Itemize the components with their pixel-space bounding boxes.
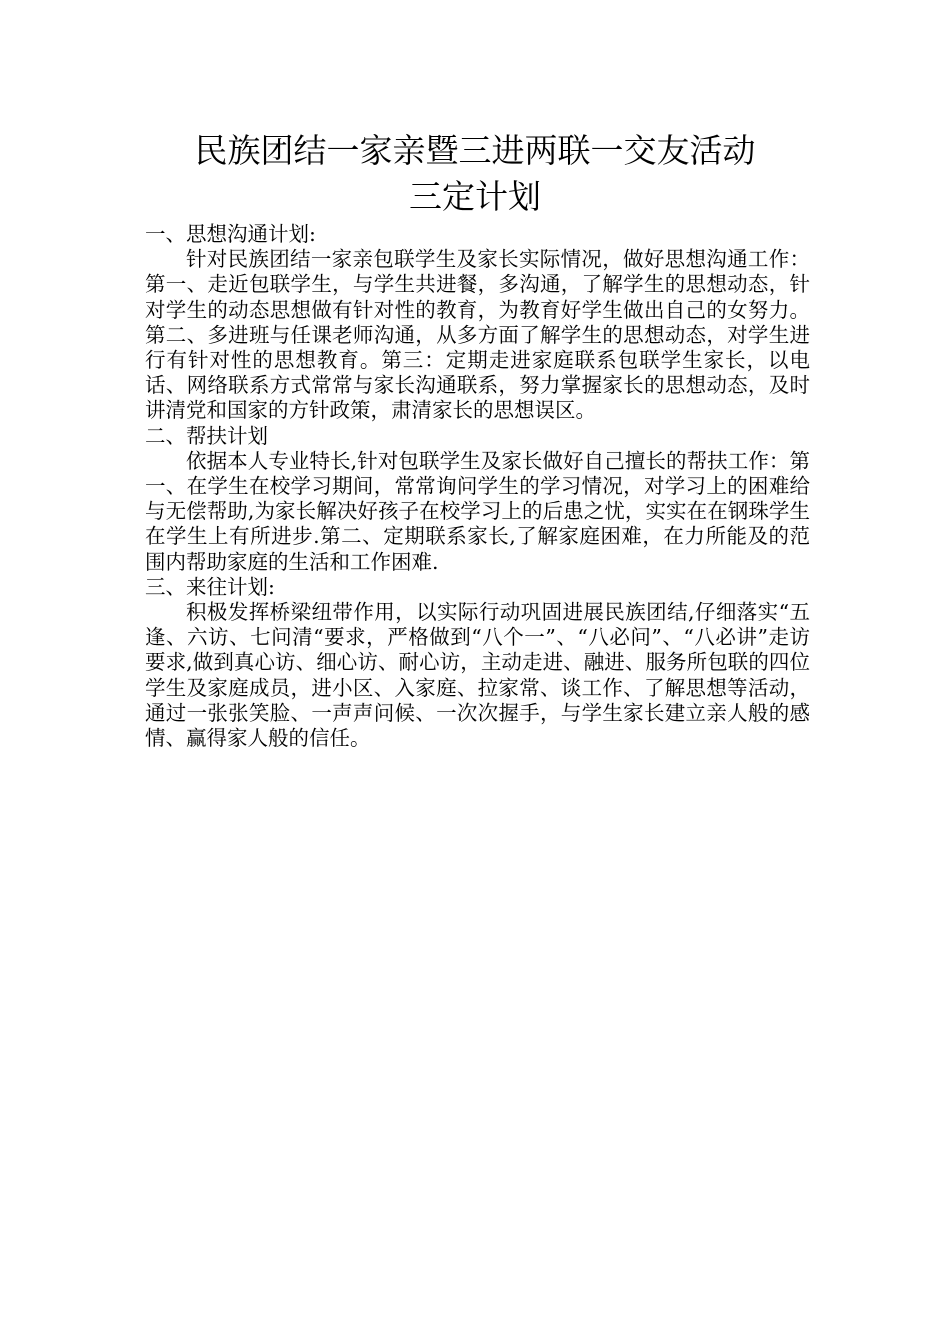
section-body-assistance: 依据本人专业特长,针对包联学生及家长做好自己擅长的帮扶工作：第一、在学生在校学习期间，常常询问学生的学习情况，对学习上的困难给与无偿帮助,为家长解决好孩子在校学习上的后患之忧，实实在在钢珠学生在学生上有所进步.第二、定期联系家长,了解家庭困难，在力所能及的范围内帮助家庭的生活和工作困难.: [145, 448, 810, 574]
document-body: [145, 222, 810, 751]
title-line-1: 民族团结一家亲暨三进两联一交友活动: [194, 131, 756, 170]
section-heading-assistance: 二、帮扶计划: [145, 423, 268, 448]
section-body-exchange: 积极发挥桥梁纽带作用，以实际行动巩固进展民族团结,仔细落实“五逢、六访、七问清“要求，严格做到“八个一”、“八必问”、“八必讲”走访要求,做到真心访、细心访、耐心访，主动走进、融进、服务所包联的四位学生及家庭成员，进小区、入家庭、拉家常、谈工作、了解思想等活动，通过一张张笑脸、一声声问候、一次次握手，与学生家长建立亲人般的感情、赢得家人般的信任。: [145, 600, 810, 751]
section-body-thought-communication: 针对民族团结一家亲包联学生及家长实际情况，做好思想沟通工作：第一、走近包联学生，与学生共进餐，多沟通，了解学生的思想动态，针对学生的动态思想做有针对性的教育，为教育好学生做出自己的女努力。第二、多进班与任课老师沟通，从多方面了解学生的思想动态，对学生进行有针对性的思想教育。第三：定期走进家庭联系包联学生家长，以电话、网络联系方式常常与家长沟通联系，努力掌握家长的思想动态，及时讲清党和国家的方针政策，肃清家长的思想误区。: [145, 247, 810, 423]
section-heading-thought-communication: 一、思想沟通计划:: [145, 222, 316, 246]
title-line-2: 三定计划: [409, 177, 541, 216]
section-heading-exchange: 三、来往计划:: [145, 574, 275, 599]
document-title: [0, 128, 950, 220]
